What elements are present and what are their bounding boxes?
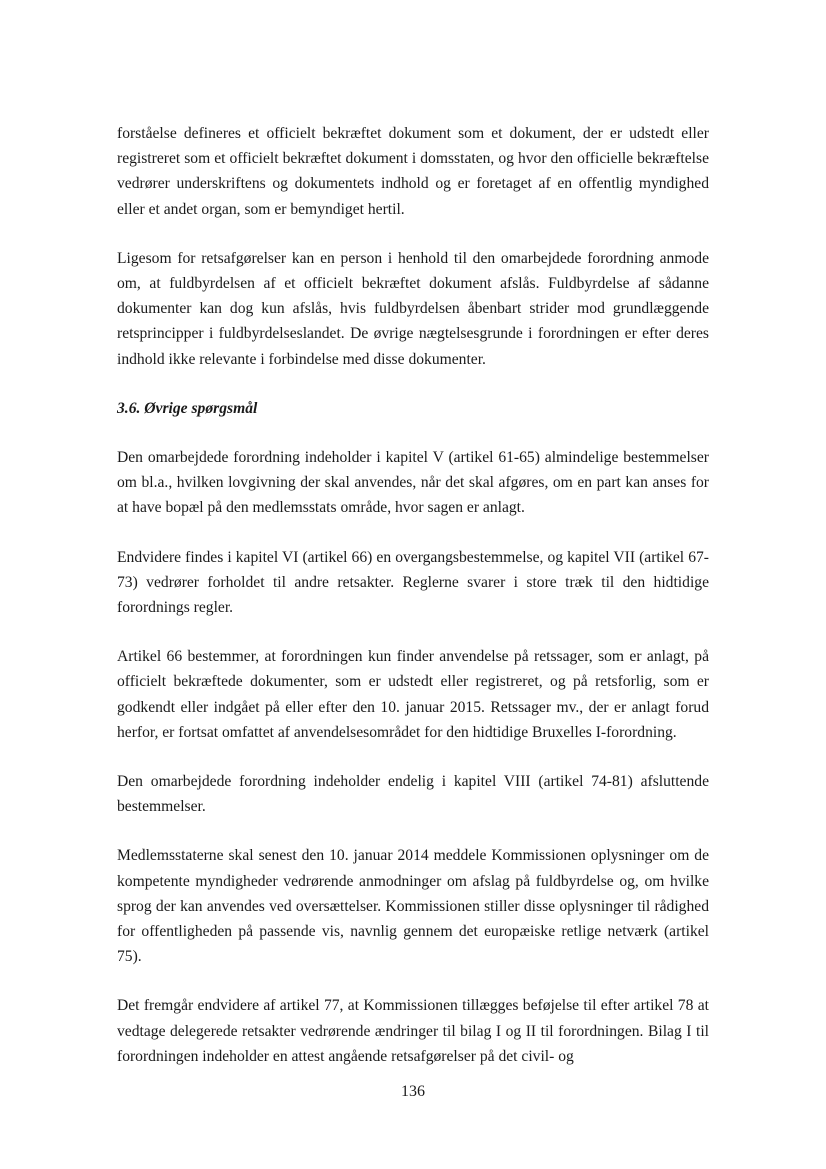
paragraph-chapter-viii: Den omarbejdede forordning indeholder endelig i kapitel VIII (artikel 74-81) afsluttende bestemmelser. bbox=[117, 773, 709, 816]
paragraph-member-states: Medlemsstaterne skal senest den 10. januar 2014 meddele Kommissionen oplysninger om de kompetente myndigheder vedrørende anmodninger om afslag på fuldbyrdelse og, om hvilke sprog der kan anvendes ved oversættelser. Kommissionen stiller disse oplysninger til rådighed for offentligheden på passende vis, navnlig gennem det europæiske retlige netværk (artikel 75). bbox=[117, 847, 709, 966]
paragraph-chapter-v: Den omarbejdede forordning indeholder i kapitel V (artikel 61-65) almindelige bestemmelser om bl.a., hvilken lovgivning der skal anvendes, når det skal afgøres, om en part kan anses for at have bopæl på den medlemsstats område, hvor sagen er anlagt. bbox=[117, 449, 709, 517]
paragraph-refusal-of-enforcement: Ligesom for retsafgørelser kan en person i henhold til den omarbejdede forordning anmode om, at fuldbyrdelsen af et officielt bekræftet dokument afslås. Fuldbyrdelse af sådanne dokumenter kan dog kun afslås, hvis fuldbyrdelsen åbenbart strider mod grundlæggende retsprincipper i fuldbyrdelseslandet. De øvrige nægtelsesgrunde i forordningen er efter deres indhold ikke relevante i forbindelse med disse dokumenter. bbox=[117, 249, 709, 368]
document-body bbox=[117, 121, 709, 1069]
paragraph-article-66: Artikel 66 bestemmer, at forordningen kun finder anvendelse på retssager, som er anlagt, på officielt bekræftede dokumenter, som er udstedt eller registreret, og på retsforlig, som er godkendt eller indgået på eller efter den 10. januar 2015. Retssager mv., der er anlagt forud herfor, er fortsat omfattet af anvendelsesområdet for den hidtidige Bruxelles I-forordning. bbox=[117, 648, 709, 741]
paragraph-chapter-vi-vii: Endvidere findes i kapitel VI (artikel 66) en overgangsbestemmelse, og kapitel VII (artikel 67-73) vedrører forholdet til andre retsakter. Reglerne svarer i store træk til den hidtidige forordnings regler. bbox=[117, 548, 709, 617]
page-number: 136 bbox=[401, 1083, 425, 1100]
paragraph-article-77: Det fremgår endvidere af artikel 77, at Kommissionen tillægges beføjelse til efter artikel 78 at vedtage delegerede retsakter vedrørende ændringer til bilag I og II til forordningen. Bilag I til forordningen indeholder en attest angående retsafgørelser på det civil- og bbox=[117, 997, 709, 1065]
paragraph-official-document-definition: forståelse defineres et officielt bekræftet dokument som et dokument, der er udstedt eller registreret som et officielt bekræftet dokument i domsstaten, og hvor den officielle bekræftelse vedrører underskriftens og dokumentets indhold og er foretaget af en offentlig myndighed eller et andet organ, som er bemyndiget hertil. bbox=[117, 125, 709, 218]
section-heading: 3.6. Øvrige spørgsmål bbox=[117, 399, 258, 417]
